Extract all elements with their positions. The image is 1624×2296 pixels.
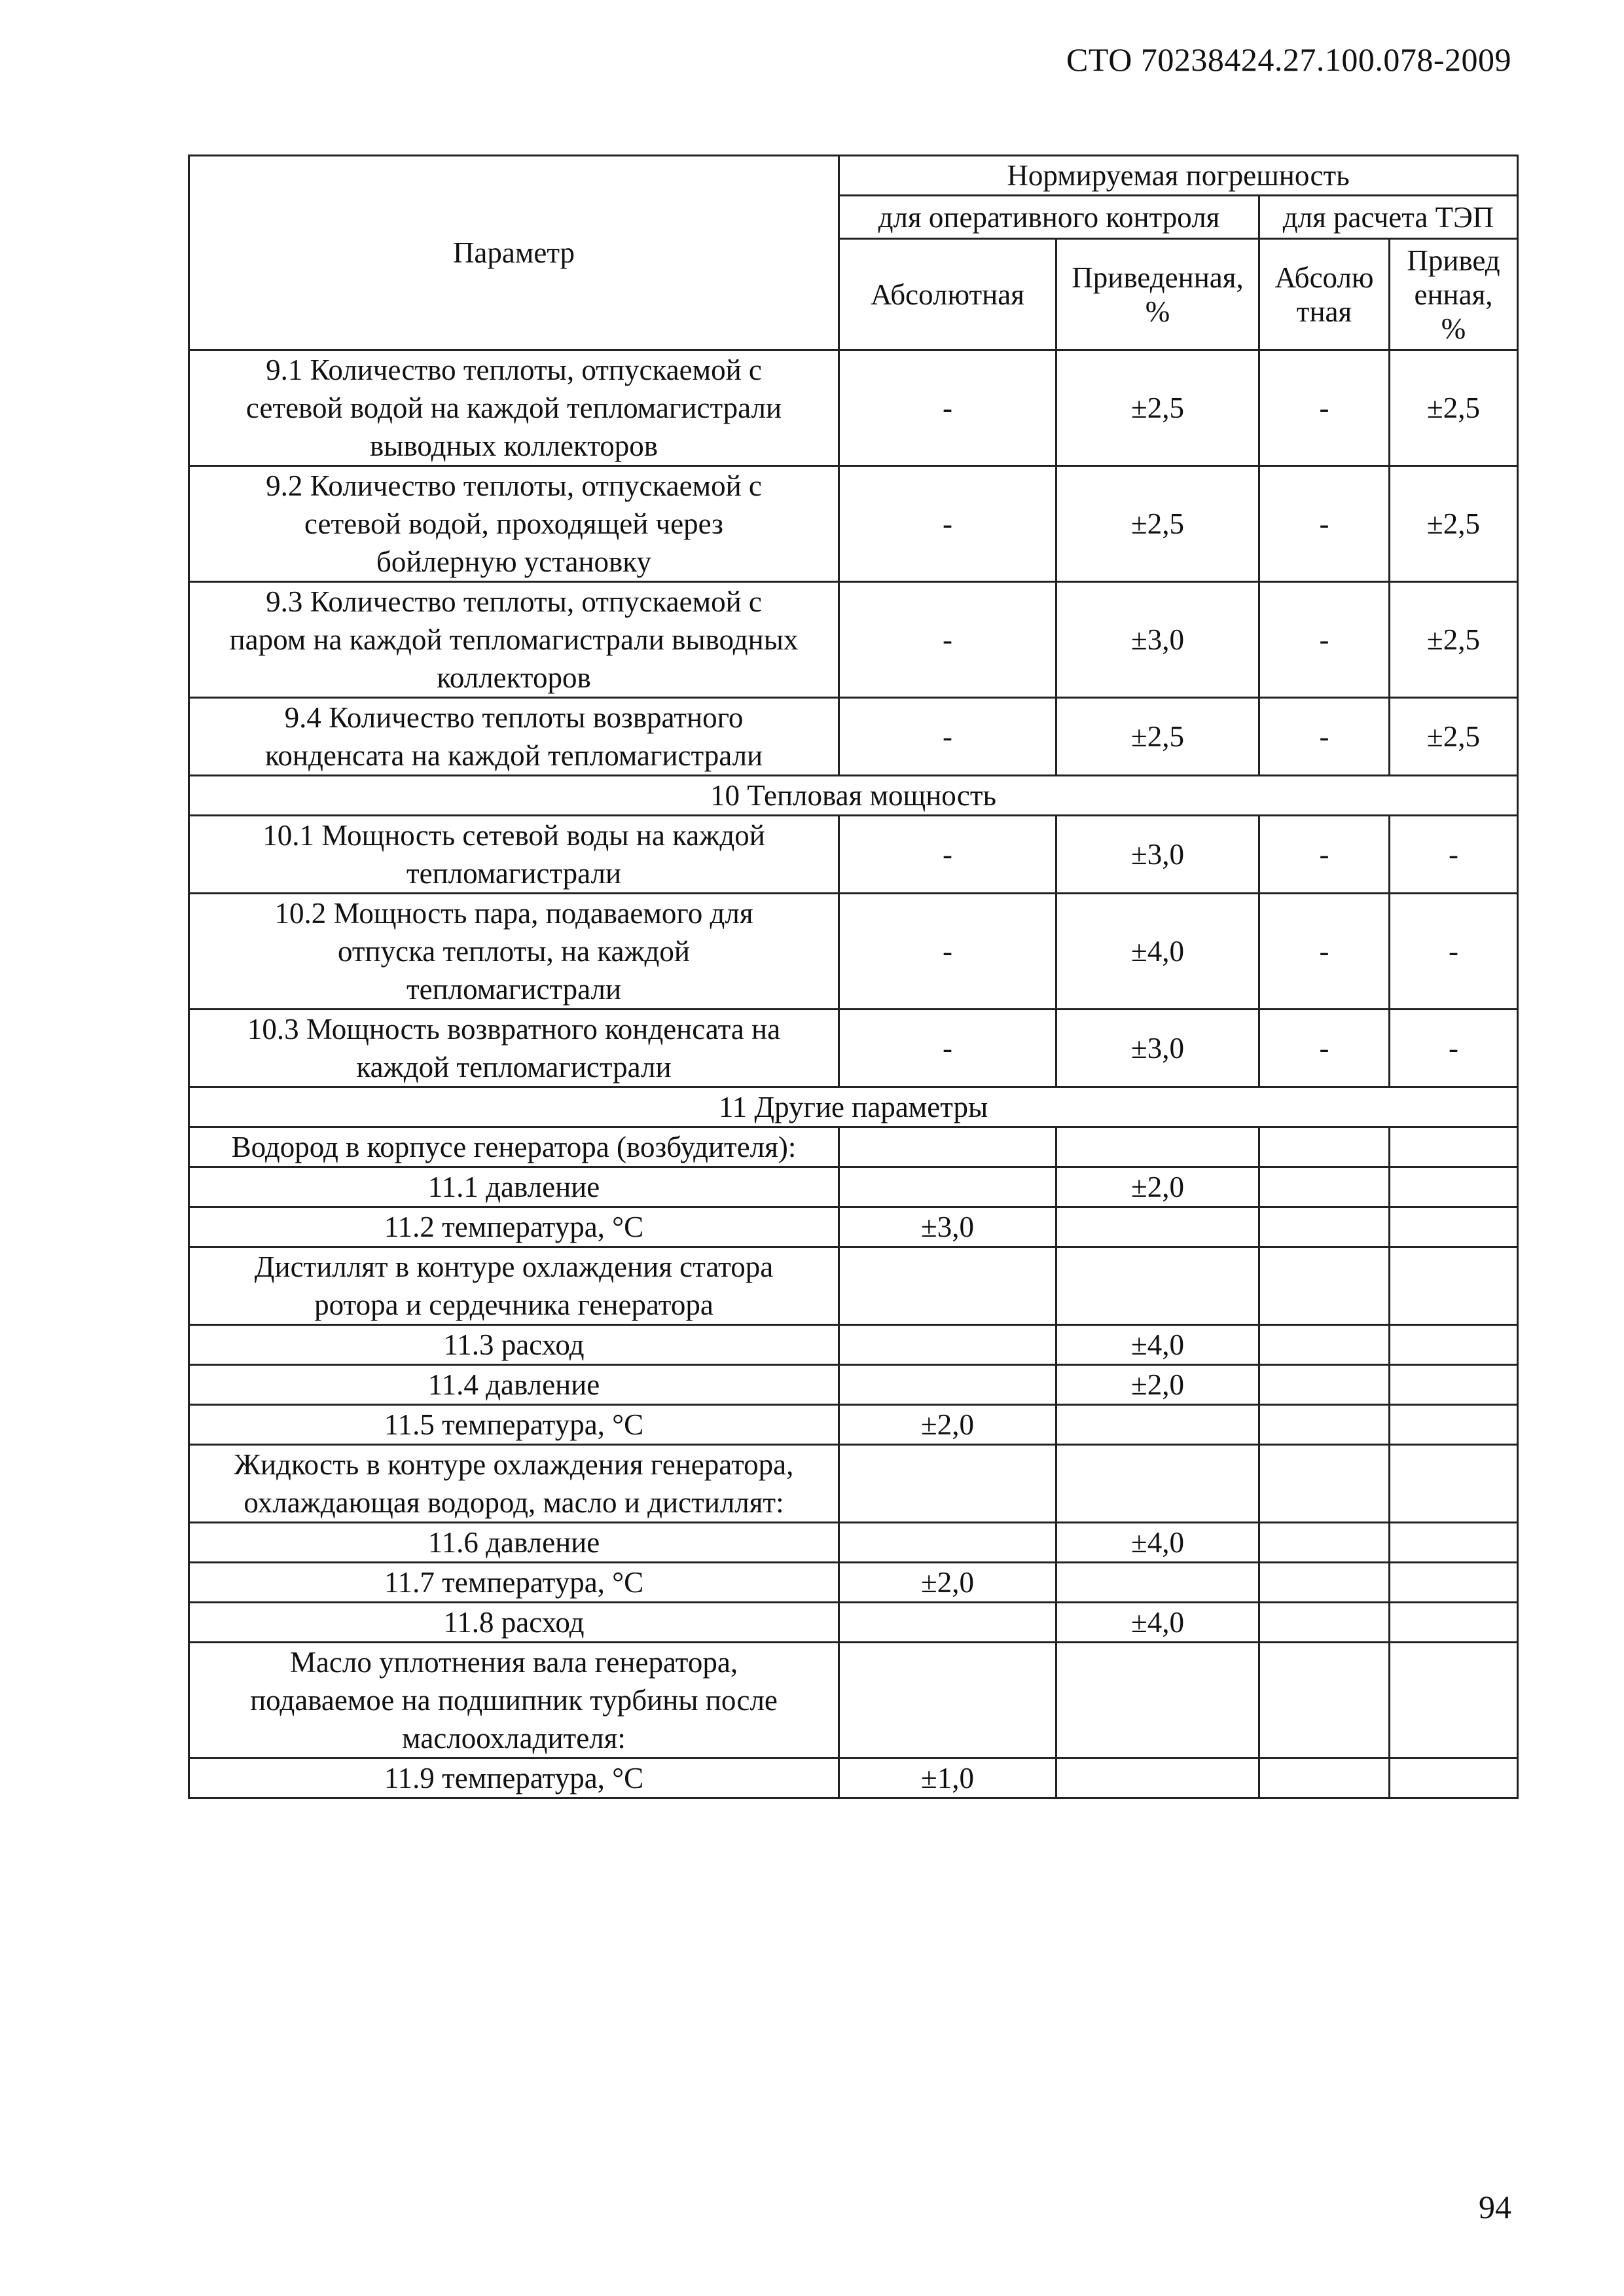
parameter-line: Дистиллят в контуре охлаждения статора bbox=[254, 1250, 774, 1283]
value-rel-op bbox=[1056, 1405, 1259, 1445]
value-abs-op: - bbox=[839, 816, 1056, 894]
value-rel-op: ±2,5 bbox=[1056, 466, 1259, 582]
value-abs-op: ±2,0 bbox=[839, 1563, 1056, 1603]
parameter-line: 11.4 давление bbox=[427, 1368, 600, 1401]
value-abs-op bbox=[839, 1523, 1056, 1563]
value-abs-op: - bbox=[839, 894, 1056, 1010]
table-body bbox=[189, 350, 1518, 1798]
table-row bbox=[189, 1247, 1518, 1325]
value-abs-op bbox=[839, 1325, 1056, 1365]
section-row bbox=[189, 776, 1518, 816]
value-rel-op: ±2,5 bbox=[1056, 698, 1259, 776]
value-rel-op bbox=[1056, 1207, 1259, 1247]
parameter-line: 11.8 расход bbox=[443, 1606, 585, 1639]
parameter-line: 9.3 Количество теплоты, отпускаемой с bbox=[266, 585, 762, 618]
parameter-cell bbox=[189, 1758, 839, 1798]
header-abs-tep-line1: Абсолю bbox=[1274, 261, 1374, 294]
table-row bbox=[189, 1365, 1518, 1405]
table-row bbox=[189, 1167, 1518, 1207]
value-abs-op bbox=[839, 1445, 1056, 1523]
value-abs-op: ±2,0 bbox=[839, 1405, 1056, 1445]
value-rel-op bbox=[1056, 1445, 1259, 1523]
value-rel-op: ±3,0 bbox=[1056, 582, 1259, 698]
parameter-cell bbox=[189, 1207, 839, 1247]
value-rel-tep bbox=[1390, 1127, 1518, 1167]
value-rel-tep bbox=[1390, 1603, 1518, 1643]
parameter-line: конденсата на каждой тепломагистрали bbox=[264, 739, 763, 772]
parameter-cell bbox=[189, 1445, 839, 1523]
header-operational: для оперативного контроля bbox=[839, 196, 1259, 239]
table-row bbox=[189, 466, 1518, 582]
header-rel-tep bbox=[1390, 239, 1518, 350]
value-abs-op bbox=[839, 1247, 1056, 1325]
value-abs-op: - bbox=[839, 582, 1056, 698]
section-title: 11 Другие параметры bbox=[189, 1087, 1518, 1127]
parameter-cell bbox=[189, 816, 839, 894]
value-rel-op bbox=[1056, 1127, 1259, 1167]
value-abs-tep: - bbox=[1259, 894, 1390, 1010]
value-abs-tep bbox=[1259, 1445, 1390, 1523]
value-abs-tep bbox=[1259, 1563, 1390, 1603]
table-row bbox=[189, 1563, 1518, 1603]
value-rel-op: ±3,0 bbox=[1056, 816, 1259, 894]
parameter-cell bbox=[189, 1603, 839, 1643]
value-rel-op bbox=[1056, 1247, 1259, 1325]
parameter-line: каждой тепломагистрали bbox=[356, 1051, 672, 1084]
value-abs-op: ±3,0 bbox=[839, 1207, 1056, 1247]
value-rel-op: ±4,0 bbox=[1056, 1603, 1259, 1643]
value-rel-tep bbox=[1390, 1563, 1518, 1603]
document-code: СТО 70238424.27.100.078-2009 bbox=[1066, 41, 1511, 78]
value-rel-tep: ±2,5 bbox=[1390, 466, 1518, 582]
value-rel-tep bbox=[1390, 1523, 1518, 1563]
parameter-cell bbox=[189, 1405, 839, 1445]
value-abs-op bbox=[839, 1167, 1056, 1207]
table-row bbox=[189, 1010, 1518, 1087]
value-rel-tep bbox=[1390, 1207, 1518, 1247]
value-abs-tep: - bbox=[1259, 698, 1390, 776]
value-rel-tep: - bbox=[1390, 816, 1518, 894]
page-number: 94 bbox=[1479, 2189, 1511, 2225]
header-abs-tep bbox=[1259, 239, 1390, 350]
parameter-cell bbox=[189, 1365, 839, 1405]
value-rel-op bbox=[1056, 1758, 1259, 1798]
value-rel-tep bbox=[1390, 1325, 1518, 1365]
header-rel-tep-line2: енная, bbox=[1414, 278, 1493, 311]
value-abs-op: ±1,0 bbox=[839, 1758, 1056, 1798]
value-rel-op: ±4,0 bbox=[1056, 894, 1259, 1010]
table-row bbox=[189, 816, 1518, 894]
parameter-line: бойлерную установку bbox=[376, 545, 652, 578]
header-group: Нормируемая погрешность bbox=[839, 156, 1518, 196]
value-abs-tep: - bbox=[1259, 816, 1390, 894]
parameter-line: тепломагистрали bbox=[406, 973, 622, 1006]
parameter-line: тепломагистрали bbox=[406, 857, 622, 890]
parameter-cell bbox=[189, 1523, 839, 1563]
value-abs-tep: - bbox=[1259, 582, 1390, 698]
value-rel-tep: ±2,5 bbox=[1390, 698, 1518, 776]
table-row bbox=[189, 1325, 1518, 1365]
parameter-line: отпуска теплоты, на каждой bbox=[337, 935, 691, 968]
value-rel-op: ±4,0 bbox=[1056, 1523, 1259, 1563]
value-abs-tep bbox=[1259, 1405, 1390, 1445]
parameter-line: 11.3 расход bbox=[443, 1328, 585, 1361]
header-rel-operational bbox=[1056, 239, 1259, 350]
parameter-cell bbox=[189, 1643, 839, 1758]
table-row bbox=[189, 350, 1518, 466]
parameter-line: 11.7 температура, °С bbox=[384, 1566, 644, 1599]
parameter-cell bbox=[189, 1127, 839, 1167]
value-rel-op: ±2,0 bbox=[1056, 1167, 1259, 1207]
header-rel-operational-line2: % bbox=[1145, 295, 1170, 328]
table-row bbox=[189, 1758, 1518, 1798]
value-rel-op: ±2,5 bbox=[1056, 350, 1259, 466]
table-row bbox=[189, 1405, 1518, 1445]
header-rel-tep-line1: Привед bbox=[1407, 244, 1500, 277]
value-abs-op bbox=[839, 1127, 1056, 1167]
parameter-line: выводных коллекторов bbox=[369, 429, 659, 462]
value-abs-op: - bbox=[839, 698, 1056, 776]
header-tep: для расчета ТЭП bbox=[1259, 196, 1518, 239]
value-rel-tep: - bbox=[1390, 894, 1518, 1010]
parameter-line: 9.2 Количество теплоты, отпускаемой с bbox=[266, 469, 762, 502]
value-abs-op bbox=[839, 1643, 1056, 1758]
value-abs-tep bbox=[1259, 1758, 1390, 1798]
value-abs-op: - bbox=[839, 350, 1056, 466]
value-abs-op bbox=[839, 1365, 1056, 1405]
value-abs-tep: - bbox=[1259, 1010, 1390, 1087]
value-abs-op: - bbox=[839, 466, 1056, 582]
error-norms-table bbox=[188, 155, 1519, 1799]
parameter-line: 11.5 температура, °С bbox=[384, 1408, 644, 1441]
parameter-cell bbox=[189, 894, 839, 1010]
table-row bbox=[189, 1445, 1518, 1523]
value-abs-op bbox=[839, 1603, 1056, 1643]
parameter-line: 10.2 Мощность пара, подаваемого для bbox=[274, 897, 753, 930]
value-rel-tep: - bbox=[1390, 1010, 1518, 1087]
value-abs-tep: - bbox=[1259, 466, 1390, 582]
table-row bbox=[189, 1643, 1518, 1758]
parameter-line: маслоохладителя: bbox=[402, 1722, 626, 1755]
value-rel-op: ±2,0 bbox=[1056, 1365, 1259, 1405]
parameter-line: 11.1 давление bbox=[427, 1171, 600, 1203]
value-rel-op bbox=[1056, 1563, 1259, 1603]
section-title: 10 Тепловая мощность bbox=[189, 776, 1518, 816]
table-row bbox=[189, 1127, 1518, 1167]
parameter-line: 9.1 Количество теплоты, отпускаемой с bbox=[266, 354, 762, 386]
value-rel-tep bbox=[1390, 1445, 1518, 1523]
parameter-line: Масло уплотнения вала генератора, bbox=[289, 1646, 738, 1679]
parameter-line: 10.3 Мощность возвратного конденсата на bbox=[247, 1013, 781, 1046]
parameter-line: коллекторов bbox=[437, 661, 591, 694]
table-row bbox=[189, 1603, 1518, 1643]
value-abs-tep bbox=[1259, 1325, 1390, 1365]
value-abs-tep bbox=[1259, 1207, 1390, 1247]
parameter-line: охлаждающая водород, масло и дистиллят: bbox=[244, 1486, 784, 1519]
parameter-line: 11.9 температура, °С bbox=[384, 1762, 644, 1795]
value-abs-tep bbox=[1259, 1247, 1390, 1325]
value-rel-tep bbox=[1390, 1365, 1518, 1405]
header-abs-tep-line2: тная bbox=[1296, 295, 1352, 328]
header-parameter: Параметр bbox=[189, 156, 839, 350]
parameter-line: паром на каждой тепломагистрали выводных bbox=[229, 623, 799, 656]
value-rel-tep bbox=[1390, 1405, 1518, 1445]
parameter-cell bbox=[189, 1325, 839, 1365]
value-rel-tep bbox=[1390, 1758, 1518, 1798]
value-rel-tep bbox=[1390, 1247, 1518, 1325]
value-rel-tep bbox=[1390, 1643, 1518, 1758]
table-row bbox=[189, 1207, 1518, 1247]
parameter-cell bbox=[189, 1167, 839, 1207]
value-abs-tep bbox=[1259, 1603, 1390, 1643]
parameter-line: подаваемое на подшипник турбины после bbox=[250, 1684, 778, 1717]
parameter-cell bbox=[189, 1010, 839, 1087]
header-abs-operational: Абсолютная bbox=[839, 239, 1056, 350]
table-row bbox=[189, 894, 1518, 1010]
value-abs-tep bbox=[1259, 1167, 1390, 1207]
header-rel-operational-line1: Приведенная, bbox=[1072, 261, 1244, 294]
value-rel-op: ±3,0 bbox=[1056, 1010, 1259, 1087]
parameter-line: Жидкость в контуре охлаждения генератора, bbox=[234, 1448, 794, 1481]
parameter-cell bbox=[189, 698, 839, 776]
parameter-line: 10.1 Мощность сетевой воды на каждой bbox=[262, 819, 765, 852]
parameter-line: Водород в корпусе генератора (возбудителя): bbox=[231, 1131, 797, 1163]
table-row bbox=[189, 1523, 1518, 1563]
parameter-line: сетевой водой на каждой тепломагистрали bbox=[245, 392, 782, 424]
parameter-line: 9.4 Количество теплоты возвратного bbox=[284, 701, 744, 734]
parameter-line: 11.2 температура, °С bbox=[384, 1211, 644, 1243]
value-abs-tep bbox=[1259, 1643, 1390, 1758]
section-row bbox=[189, 1087, 1518, 1127]
value-rel-tep: ±2,5 bbox=[1390, 350, 1518, 466]
parameter-line: сетевой водой, проходящей через bbox=[304, 507, 723, 540]
parameter-cell bbox=[189, 350, 839, 466]
value-rel-tep bbox=[1390, 1167, 1518, 1207]
value-abs-tep bbox=[1259, 1127, 1390, 1167]
table-header bbox=[189, 156, 1518, 350]
value-rel-op bbox=[1056, 1643, 1259, 1758]
value-abs-tep bbox=[1259, 1523, 1390, 1563]
value-abs-tep bbox=[1259, 1365, 1390, 1405]
header-rel-tep-line3: % bbox=[1441, 312, 1466, 345]
parameter-cell bbox=[189, 466, 839, 582]
table-row bbox=[189, 582, 1518, 698]
table-row bbox=[189, 698, 1518, 776]
parameter-cell bbox=[189, 1247, 839, 1325]
value-abs-tep: - bbox=[1259, 350, 1390, 466]
parameter-cell bbox=[189, 582, 839, 698]
value-rel-op: ±4,0 bbox=[1056, 1325, 1259, 1365]
parameter-line: 11.6 давление bbox=[427, 1526, 600, 1559]
parameter-line: ротора и сердечника генератора bbox=[314, 1288, 713, 1321]
value-rel-tep: ±2,5 bbox=[1390, 582, 1518, 698]
value-abs-op: - bbox=[839, 1010, 1056, 1087]
parameter-cell bbox=[189, 1563, 839, 1603]
